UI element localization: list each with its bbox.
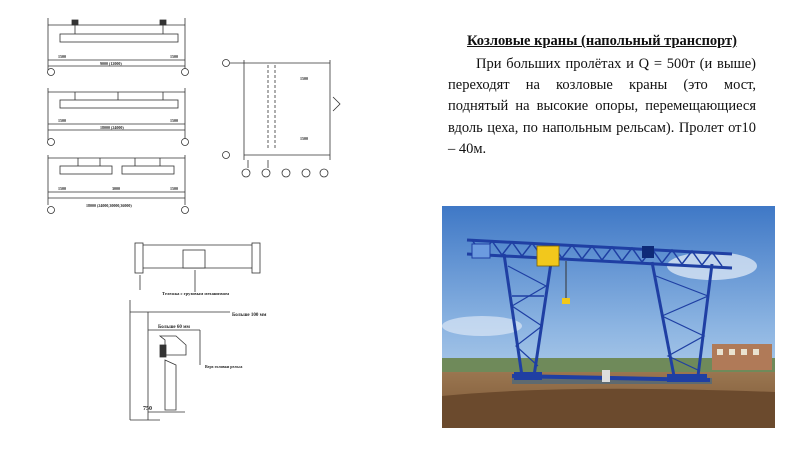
dim-label: 1500 xyxy=(170,54,178,59)
gantry-section-1 xyxy=(48,18,189,76)
gantry-crane-photo xyxy=(442,206,775,428)
plan-view xyxy=(223,60,341,178)
clearance-detail xyxy=(130,300,230,420)
base-dim-label: 750 xyxy=(143,406,152,412)
clearance-side-label: Больше 60 мм xyxy=(158,325,190,330)
text-block xyxy=(448,32,756,160)
rail-label: Верх головки рельса xyxy=(205,364,243,369)
trolley-drawing xyxy=(135,243,260,292)
dim-label: 1500 xyxy=(58,186,66,191)
dim-label: 1500 xyxy=(170,186,178,191)
trolley-label: Тележка с грузовым механизмом xyxy=(162,291,230,296)
span-label: 18000 (24000) xyxy=(100,125,124,130)
dim-label: 1500 xyxy=(300,76,308,81)
body-paragraph: При больших пролётах и Q = 500т (и выше) переходят на козловые краны (это мост, поднятый на высокие опоры, перемещающиеся вдоль цеха, по напольным рельсам). Пролет от10 – 40м. xyxy=(448,55,756,157)
dim-label: 1500 xyxy=(300,136,308,141)
dim-label: 1500 xyxy=(58,118,66,123)
gantry-section-2 xyxy=(48,88,189,146)
span-label: 9000 (12000) xyxy=(100,61,122,66)
clearance-top-label: Больше 100 мм xyxy=(232,313,267,318)
slide-title: Козловые краны (напольный транспорт) xyxy=(466,33,738,49)
dim-label: 1500 xyxy=(58,54,66,59)
span-label: 18000 (24000,30000,36000) xyxy=(86,203,132,208)
dim-label: 3000 xyxy=(112,186,120,191)
dim-label: 1500 xyxy=(170,118,178,123)
